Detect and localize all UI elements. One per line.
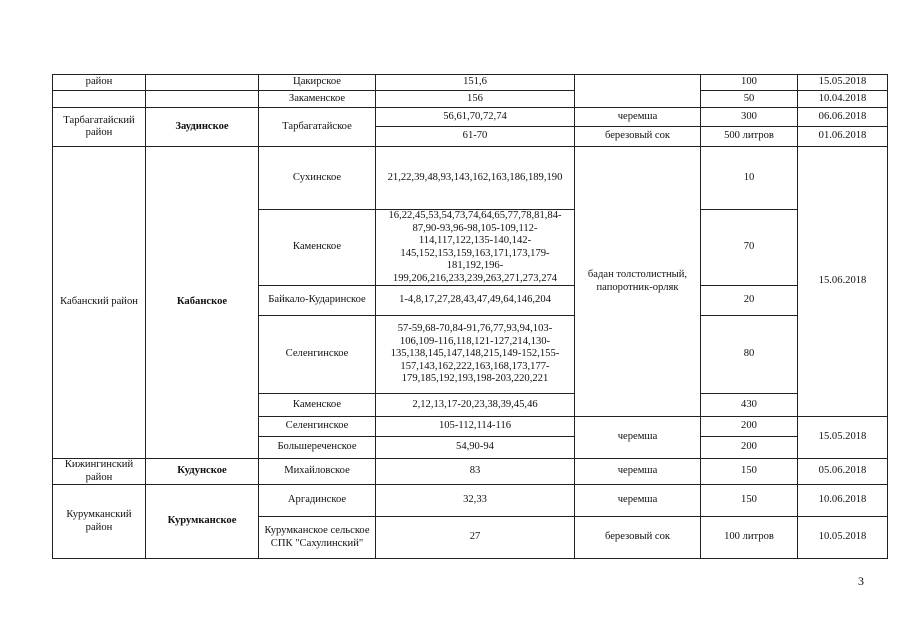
date-cell: 15.06.2018 bbox=[798, 147, 888, 417]
table-row bbox=[53, 108, 888, 127]
district-cell: Курумканский район bbox=[53, 485, 146, 559]
date-cell: 10.06.2018 bbox=[798, 485, 888, 517]
quarters-cell: 2,12,13,17-20,23,38,39,45,46 bbox=[376, 394, 575, 417]
date-cell: 15.05.2018 bbox=[798, 75, 888, 91]
district-cell: Кижингинский район bbox=[53, 459, 146, 485]
location-cell: Цакирское bbox=[259, 75, 376, 91]
date-cell: 05.06.2018 bbox=[798, 459, 888, 485]
date-cell: 06.06.2018 bbox=[798, 108, 888, 127]
quantity-cell: 150 bbox=[701, 485, 798, 517]
location-cell: Селенгинское bbox=[259, 417, 376, 437]
forestry-cell bbox=[146, 75, 259, 91]
location-cell: Каменское bbox=[259, 210, 376, 286]
forestry-cell: Курумканское bbox=[146, 485, 259, 559]
quarters-cell: 21,22,39,48,93,143,162,163,186,189,190 bbox=[376, 147, 575, 210]
quarters-cell: 32,33 bbox=[376, 485, 575, 517]
quantity-cell: 50 bbox=[701, 91, 798, 108]
location-cell: Михайловское bbox=[259, 459, 376, 485]
table-row bbox=[53, 147, 888, 210]
quarters-cell: 57-59,68-70,84-91,76,77,93,94,103-106,109-116,118,121-127,214,130-135,138,145,147,148,215,149-152,155-157,143,162,222,163,168,173,177-179,185,192,193,198-203,220,221 bbox=[376, 316, 575, 394]
quarters-cell: 151,6 bbox=[376, 75, 575, 91]
date-cell: 10.05.2018 bbox=[798, 517, 888, 559]
table-row bbox=[53, 459, 888, 485]
forestry-cell bbox=[146, 91, 259, 108]
location-cell: Байкало-Кударинское bbox=[259, 286, 376, 316]
quantity-cell: 200 bbox=[701, 437, 798, 459]
quarters-cell: 56,61,70,72,74 bbox=[376, 108, 575, 127]
date-cell: 15.05.2018 bbox=[798, 417, 888, 459]
forestry-cell: Кудунское bbox=[146, 459, 259, 485]
resource-cell bbox=[575, 75, 701, 108]
quantity-cell: 150 bbox=[701, 459, 798, 485]
district-cell: район bbox=[53, 75, 146, 91]
quarters-cell: 16,22,45,53,54,73,74,64,65,77,78,81,84-87,90-93,96-98,105-109,112-114,117,122,135-140,142-145,152,153,159,163,171,173,179-181,192,196-199,206,216,233,239,263,271,273,274 bbox=[376, 210, 575, 286]
quarters-cell: 27 bbox=[376, 517, 575, 559]
district-cell: Кабанский район bbox=[53, 147, 146, 459]
resource-cell: черемша bbox=[575, 485, 701, 517]
quantity-cell: 80 bbox=[701, 316, 798, 394]
quantity-cell: 70 bbox=[701, 210, 798, 286]
quantity-cell: 300 bbox=[701, 108, 798, 127]
quarters-cell: 156 bbox=[376, 91, 575, 108]
quarters-cell: 1-4,8,17,27,28,43,47,49,64,146,204 bbox=[376, 286, 575, 316]
district-cell: Тарбагатайский район bbox=[53, 108, 146, 147]
resource-cell: черемша bbox=[575, 459, 701, 485]
harvest-table bbox=[52, 74, 888, 559]
resource-cell: березовый сок bbox=[575, 517, 701, 559]
location-cell: Тарбагатайское bbox=[259, 108, 376, 147]
quantity-cell: 10 bbox=[701, 147, 798, 210]
resource-cell: черемша bbox=[575, 417, 701, 459]
quantity-cell: 500 литров bbox=[701, 127, 798, 147]
forestry-cell: Заудинское bbox=[146, 108, 259, 147]
quantity-cell: 100 литров bbox=[701, 517, 798, 559]
date-cell: 01.06.2018 bbox=[798, 127, 888, 147]
quarters-cell: 105-112,114-116 bbox=[376, 417, 575, 437]
quarters-cell: 83 bbox=[376, 459, 575, 485]
location-cell: Закаменское bbox=[259, 91, 376, 108]
quarters-cell: 54,90-94 bbox=[376, 437, 575, 459]
quantity-cell: 430 bbox=[701, 394, 798, 417]
location-cell: Курумканское сельское СПК "Сахулинский" bbox=[259, 517, 376, 559]
location-cell: Сухинское bbox=[259, 147, 376, 210]
table-row bbox=[53, 485, 888, 517]
forestry-cell: Кабанское bbox=[146, 147, 259, 459]
quantity-cell: 100 bbox=[701, 75, 798, 91]
location-cell: Селенгинское bbox=[259, 316, 376, 394]
quantity-cell: 20 bbox=[701, 286, 798, 316]
quarters-cell: 61-70 bbox=[376, 127, 575, 147]
resource-cell: березовый сок bbox=[575, 127, 701, 147]
quantity-cell: 200 bbox=[701, 417, 798, 437]
resource-cell: черемша bbox=[575, 108, 701, 127]
location-cell: Большереченское bbox=[259, 437, 376, 459]
location-cell: Аргадинское bbox=[259, 485, 376, 517]
table-row bbox=[53, 75, 888, 91]
table-row bbox=[53, 91, 888, 108]
page-number: 3 bbox=[858, 574, 864, 588]
district-cell bbox=[53, 91, 146, 108]
date-cell: 10.04.2018 bbox=[798, 91, 888, 108]
resource-cell: бадан толстолистный, папоротник-орляк bbox=[575, 147, 701, 417]
location-cell: Каменское bbox=[259, 394, 376, 417]
